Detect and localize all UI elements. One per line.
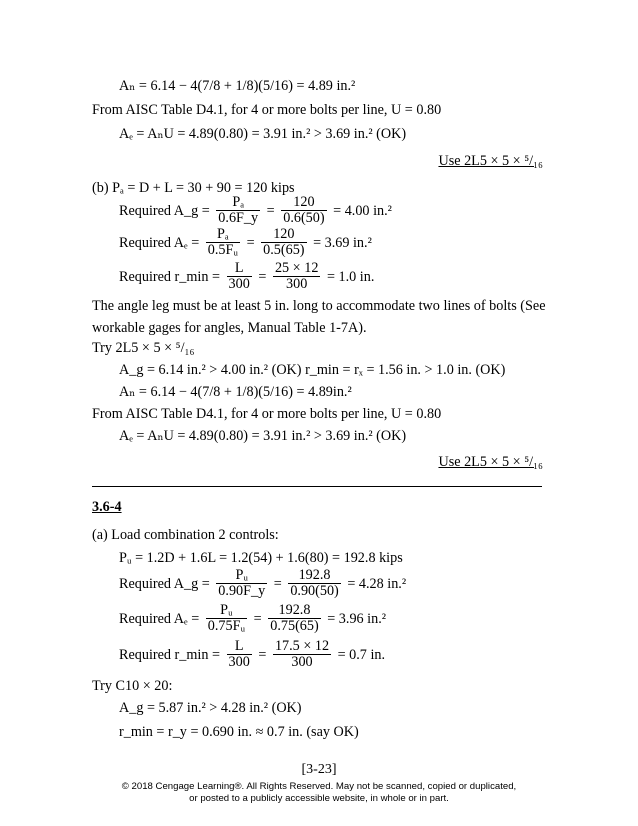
copyright-line-1: © 2018 Cengage Learning®. All Rights Reserved. May not be scanned, copied or duplicated, bbox=[121, 781, 517, 792]
denominator: 0.5(65) bbox=[263, 242, 305, 258]
numerator: Pₐ bbox=[216, 195, 260, 211]
fraction bbox=[273, 261, 320, 292]
numerator: 25 × 12 bbox=[274, 260, 319, 276]
denominator: 0.5Fᵤ bbox=[207, 242, 239, 258]
denominator: 0.90F_y bbox=[218, 583, 266, 599]
numerator: 192.8 bbox=[288, 568, 340, 584]
fraction bbox=[227, 639, 252, 670]
use-section-result: Use 2L5 × 5 × ⁵/₁₆ bbox=[438, 153, 543, 169]
formula-result: = 4.28 in.² bbox=[347, 575, 407, 592]
denominator: 0.75Fᵤ bbox=[207, 618, 246, 634]
denominator: 300 bbox=[286, 276, 308, 292]
numerator: 17.5 × 12 bbox=[274, 638, 330, 654]
numerator: L bbox=[227, 639, 252, 655]
paragraph-line-2: workable gages for angles, Manual Table 1-7A). bbox=[92, 320, 367, 336]
fraction bbox=[288, 568, 340, 599]
fraction bbox=[273, 639, 331, 670]
denominator: 0.90(50) bbox=[290, 583, 339, 599]
formula-result: = 4.00 in.² bbox=[333, 202, 392, 219]
denominator: 300 bbox=[228, 654, 250, 670]
use-section-result-b: Use 2L5 × 5 × ⁵/₁₆ bbox=[438, 454, 543, 470]
fraction bbox=[227, 261, 252, 292]
fraction bbox=[268, 603, 320, 634]
formula-result: = 0.7 in. bbox=[337, 646, 386, 663]
formula-result: = 3.96 in.² bbox=[327, 610, 387, 627]
formula-label: Required r_min = bbox=[119, 268, 220, 285]
pu-equation: Pᵤ = 1.2D + 1.6L = 1.2(54) + 1.6(80) = 192.8 kips bbox=[119, 550, 403, 566]
denominator: 0.6(50) bbox=[283, 210, 325, 226]
formula-label: Required A_g = bbox=[119, 202, 210, 219]
problem-heading: 3.6-4 bbox=[92, 499, 122, 515]
fraction bbox=[216, 568, 267, 599]
numerator: 120 bbox=[281, 195, 326, 211]
fraction bbox=[206, 603, 247, 634]
an-equation: Aₙ = 6.14 − 4(7/8 + 1/8)(5/16) = 4.89 in.² bbox=[119, 78, 356, 94]
required-rmin-formula: Required r_min = $\frac{L}{300}$ = $\frac{25 \times 12}{300}$ = 1.0 in. bbox=[119, 260, 375, 292]
fraction bbox=[206, 227, 240, 258]
required-ae-formula: Required Aₑ = $\frac{\text{Pₐ}}{\text{0.5Fᵤ}}$ = $\frac{120}{0.5(65)}$ = 3.69 in.² bbox=[119, 226, 372, 258]
formula-label: Required Aₑ = bbox=[119, 610, 200, 627]
section-divider bbox=[92, 486, 542, 487]
ag-rmin-check: A_g = 6.14 in.² > 4.00 in.² (OK) r_min = rₓ = 1.56 in. > 1.0 in. (OK) bbox=[119, 362, 506, 378]
fraction bbox=[281, 195, 326, 226]
formula-label: Required r_min = bbox=[119, 646, 220, 663]
paragraph-line-1: The angle leg must be at least 5 in. long to accommodate two lines of bolts (See bbox=[92, 298, 546, 314]
formula-result: = 3.69 in.² bbox=[313, 234, 372, 251]
ae-equation-b: Aₑ = AₙU = 4.89(0.80) = 3.91 in.² > 3.69 in.² (OK) bbox=[119, 428, 407, 444]
required-ag-formula-2: Required A_g = $\frac{\text{Pᵤ}}{0.90F\_y}$ = $\frac{192.8}{0.90(50)}$ = 4.28 in.² bbox=[119, 567, 407, 599]
denominator: 300 bbox=[291, 654, 313, 670]
required-ae-formula-2: Required Aₑ = $\frac{\text{Pᵤ}}{\text{0.75Fᵤ}}$ = $\frac{192.8}{0.75(65)}$ = 3.96 in.² bbox=[119, 602, 387, 634]
try-section: Try 2L5 × 5 × ⁵/₁₆ bbox=[92, 340, 195, 356]
formula-result: = 1.0 in. bbox=[326, 268, 375, 285]
fraction bbox=[216, 195, 260, 226]
page-number: [3-23] bbox=[301, 762, 337, 777]
try-section-2: Try C10 × 20: bbox=[92, 678, 173, 694]
ae-equation: Aₑ = AₙU = 4.89(0.80) = 3.91 in.² > 3.69 in.² (OK) bbox=[119, 126, 407, 142]
copyright-line-2: or posted to a publicly accessible website, in whole or in part. bbox=[189, 793, 449, 804]
numerator: 120 bbox=[261, 227, 306, 243]
an-equation-b: Aₙ = 6.14 − 4(7/8 + 1/8)(5/16) = 4.89in.² bbox=[119, 384, 352, 400]
denominator: 0.75(65) bbox=[270, 618, 319, 634]
numerator: Pᵤ bbox=[206, 603, 247, 619]
load-combination-intro: (a) Load combination 2 controls: bbox=[92, 527, 279, 543]
pa-equation: (b) Pₐ = D + L = 30 + 90 = 120 kips bbox=[92, 180, 295, 196]
aisc-table-note-b: From AISC Table D4.1, for 4 or more bolts per line, U = 0.80 bbox=[92, 406, 442, 422]
formula-label: Required A_g = bbox=[119, 575, 210, 592]
ag-check-2: A_g = 5.87 in.² > 4.28 in.² (OK) bbox=[119, 700, 302, 716]
numerator: L bbox=[227, 261, 252, 277]
fraction bbox=[261, 227, 306, 258]
numerator: Pₐ bbox=[206, 227, 240, 243]
required-ag-formula: Required A_g = $\frac{\text{Pₐ}}{0.6F\_y}$ = $\frac{120}{0.6(50)}$ = 4.00 in.² bbox=[119, 194, 392, 226]
rmin-check-2: r_min = r_y = 0.690 in. ≈ 0.7 in. (say OK) bbox=[119, 724, 359, 740]
denominator: 0.6F_y bbox=[218, 210, 259, 226]
numerator: 192.8 bbox=[268, 603, 320, 619]
denominator: 300 bbox=[228, 276, 250, 292]
formula-label: Required Aₑ = bbox=[119, 234, 200, 251]
numerator: Pᵤ bbox=[216, 568, 267, 584]
required-rmin-formula-2: Required r_min = $\frac{L}{300}$ = $\frac{17.5 \times 12}{300}$ = 0.7 in. bbox=[119, 638, 386, 670]
aisc-table-note: From AISC Table D4.1, for 4 or more bolts per line, U = 0.80 bbox=[92, 102, 442, 118]
